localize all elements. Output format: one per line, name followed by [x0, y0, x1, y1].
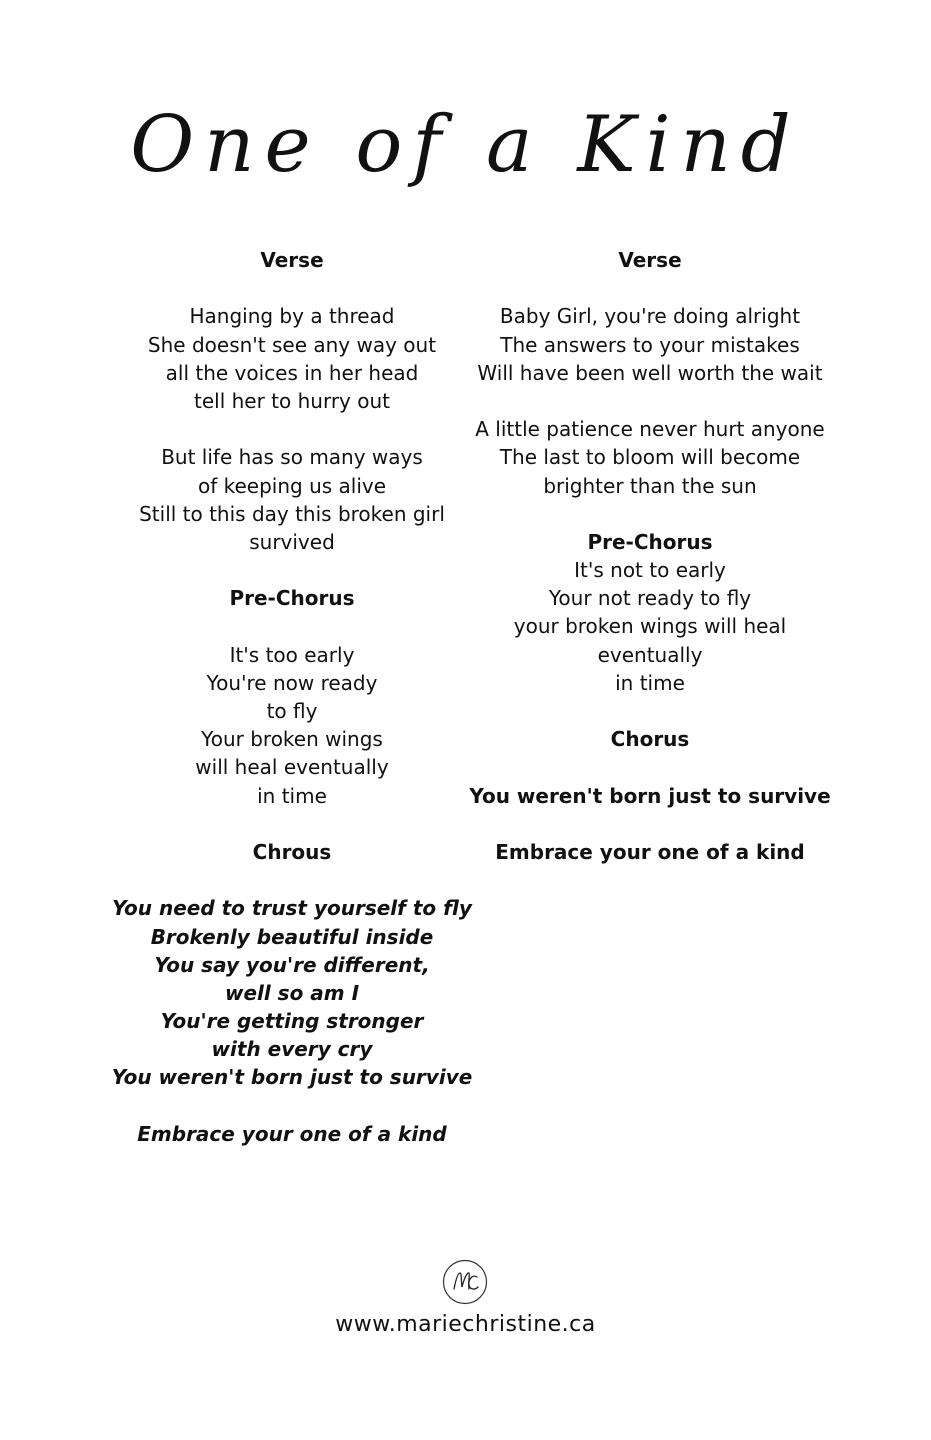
lyric-line: to fly [266, 699, 318, 723]
lyric-line: in time [257, 783, 327, 808]
chorus-line: You weren't born just to survive [111, 1065, 473, 1090]
left-column [92, 246, 492, 1148]
lyric-line: in time [615, 670, 685, 695]
lyric-line: tell her to hurry out [193, 388, 390, 413]
lyric-line: survived [249, 529, 335, 554]
verse-heading: Verse [260, 248, 324, 272]
lyric-line: She doesn't see any way out [147, 332, 437, 357]
lyric-line: It's not to early [574, 558, 726, 583]
lyric-line: Hanging by a thread [189, 304, 395, 329]
chorus-heading: Chrous [252, 839, 332, 864]
chorus-line: You're getting stronger [160, 1009, 424, 1034]
chorus-line: well so am I [224, 980, 360, 1005]
chorus-line: You weren't born just to survive [469, 783, 831, 808]
lyric-line: Baby Girl, you're doing alright [499, 304, 801, 329]
lyric-line: Still to this day this broken girl [139, 501, 445, 526]
chorus-line: You need to trust yourself to fly [112, 896, 472, 921]
chorus-end-line: Embrace your one of a kind [137, 1121, 447, 1146]
lyric-line: But life has so many ways [161, 445, 423, 470]
verse-heading: Verse [618, 248, 682, 272]
chorus-line: Embrace your one of a kind [495, 839, 805, 864]
lyric-line: brighter than the sun [543, 473, 757, 498]
website-link[interactable]: www.mariechristine.ca [335, 1312, 596, 1337]
prechorus-heading: Pre-Chorus [229, 586, 355, 611]
lyric-line: It's too early [229, 642, 355, 667]
chorus-line: Brokenly beautiful inside [150, 924, 434, 949]
lyric-line: all the voices in her head [165, 360, 419, 385]
mc-monogram-icon [442, 1259, 488, 1305]
chorus-line: with every cry [211, 1037, 373, 1062]
song-title: One of a Kind [130, 100, 801, 190]
lyric-line: You're now ready [206, 670, 378, 695]
lyric-line: will heal eventually [195, 755, 389, 780]
lyric-line: Your broken wings [201, 727, 383, 752]
lyric-line: A little patience never hurt anyone [475, 417, 825, 442]
chorus-line: You say you're different, [154, 952, 430, 977]
lyric-line: eventually [597, 642, 703, 667]
chorus-heading: Chorus [610, 727, 690, 752]
lyric-line: The last to bloom will become [499, 445, 801, 470]
right-column [450, 246, 850, 866]
lyric-line: The answers to your mistakes [500, 332, 800, 357]
prechorus-heading: Pre-Chorus [587, 529, 713, 554]
lyric-line: your broken wings will heal [513, 614, 787, 639]
lyric-line: Your not ready to fly [548, 586, 752, 611]
lyric-line: of keeping us alive [197, 473, 387, 498]
lyric-line: Will have been well worth the wait [477, 360, 823, 385]
